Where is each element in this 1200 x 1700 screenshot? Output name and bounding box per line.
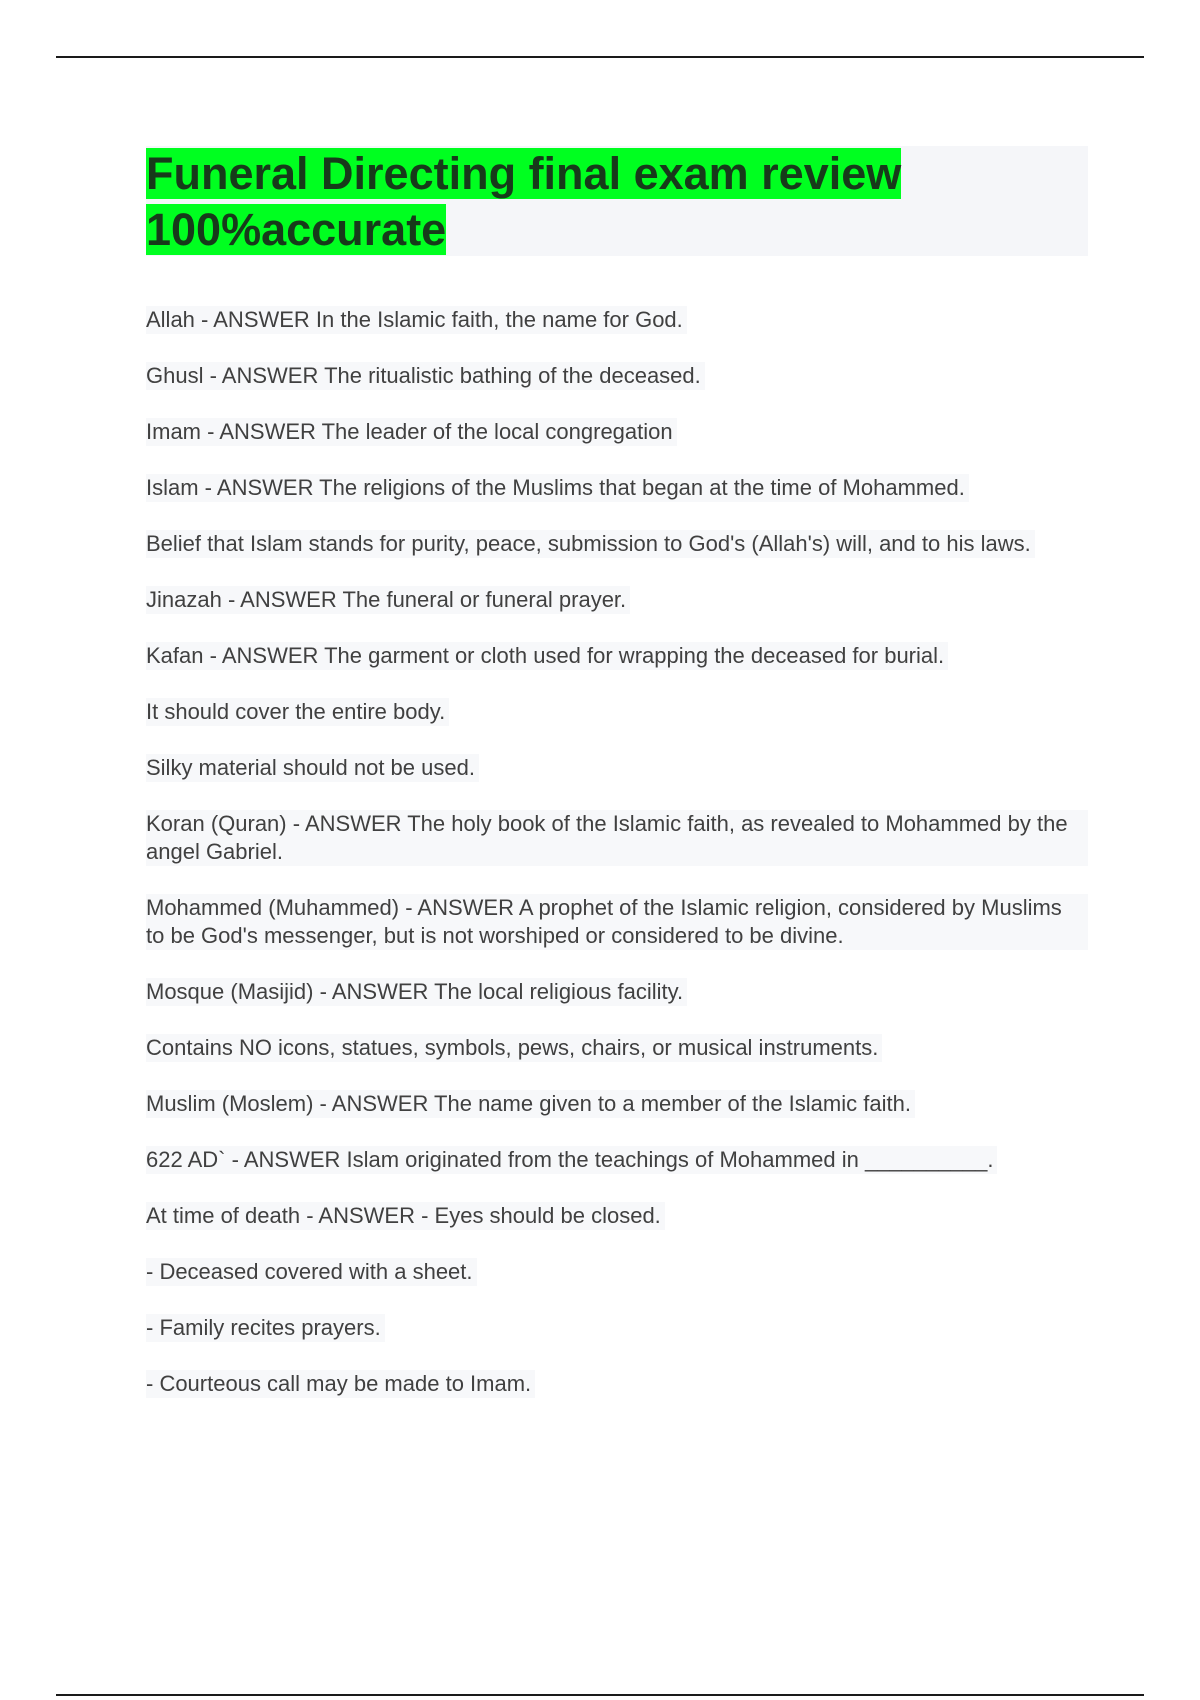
- qa-entry: Mosque (Masijid) - ANSWER The local religious facility.: [146, 978, 687, 1006]
- qa-entry: Islam - ANSWER The religions of the Muslims that began at the time of Mohammed.: [146, 474, 969, 502]
- qa-entry: Koran (Quran) - ANSWER The holy book of the Islamic faith, as revealed to Mohammed by the angel Gabriel.: [146, 810, 1088, 866]
- qa-entry: 622 AD` - ANSWER Islam originated from the teachings of Mohammed in __________.: [146, 1146, 997, 1174]
- qa-entry: Kafan - ANSWER The garment or cloth used for wrapping the deceased for burial.: [146, 642, 948, 670]
- page-title: [146, 146, 1088, 258]
- qa-entry: Mohammed (Muhammed) - ANSWER A prophet of the Islamic religion, considered by Muslims to be God's messenger, but is not worshiped or considered to be divine.: [146, 894, 1088, 950]
- qa-list: [146, 306, 1088, 1398]
- qa-entry: - Courteous call may be made to Imam.: [146, 1370, 535, 1398]
- top-divider: [56, 56, 1144, 58]
- qa-entry: Jinazah - ANSWER The funeral or funeral prayer.: [146, 586, 630, 614]
- qa-entry: It should cover the entire body.: [146, 698, 449, 726]
- qa-entry: Silky material should not be used.: [146, 754, 479, 782]
- page-title-line-1: Funeral Directing final exam review: [146, 148, 902, 199]
- qa-entry: Allah - ANSWER In the Islamic faith, the name for God.: [146, 306, 687, 334]
- qa-entry: - Family recites prayers.: [146, 1314, 385, 1342]
- bottom-divider: [56, 1694, 1144, 1696]
- qa-entry: Contains NO icons, statues, symbols, pews, chairs, or musical instruments.: [146, 1034, 882, 1062]
- qa-entry: Ghusl - ANSWER The ritualistic bathing of the deceased.: [146, 362, 705, 390]
- page-title-line-2: 100%accurate: [146, 204, 447, 255]
- qa-entry: Imam - ANSWER The leader of the local congregation: [146, 418, 677, 446]
- title-block: [146, 146, 1088, 256]
- document-body: [146, 146, 1088, 1426]
- qa-entry: - Deceased covered with a sheet.: [146, 1258, 477, 1286]
- qa-entry: At time of death - ANSWER - Eyes should be closed.: [146, 1202, 665, 1230]
- qa-entry: Muslim (Moslem) - ANSWER The name given to a member of the Islamic faith.: [146, 1090, 915, 1118]
- qa-entry: Belief that Islam stands for purity, peace, submission to God's (Allah's) will, and to his laws.: [146, 530, 1035, 558]
